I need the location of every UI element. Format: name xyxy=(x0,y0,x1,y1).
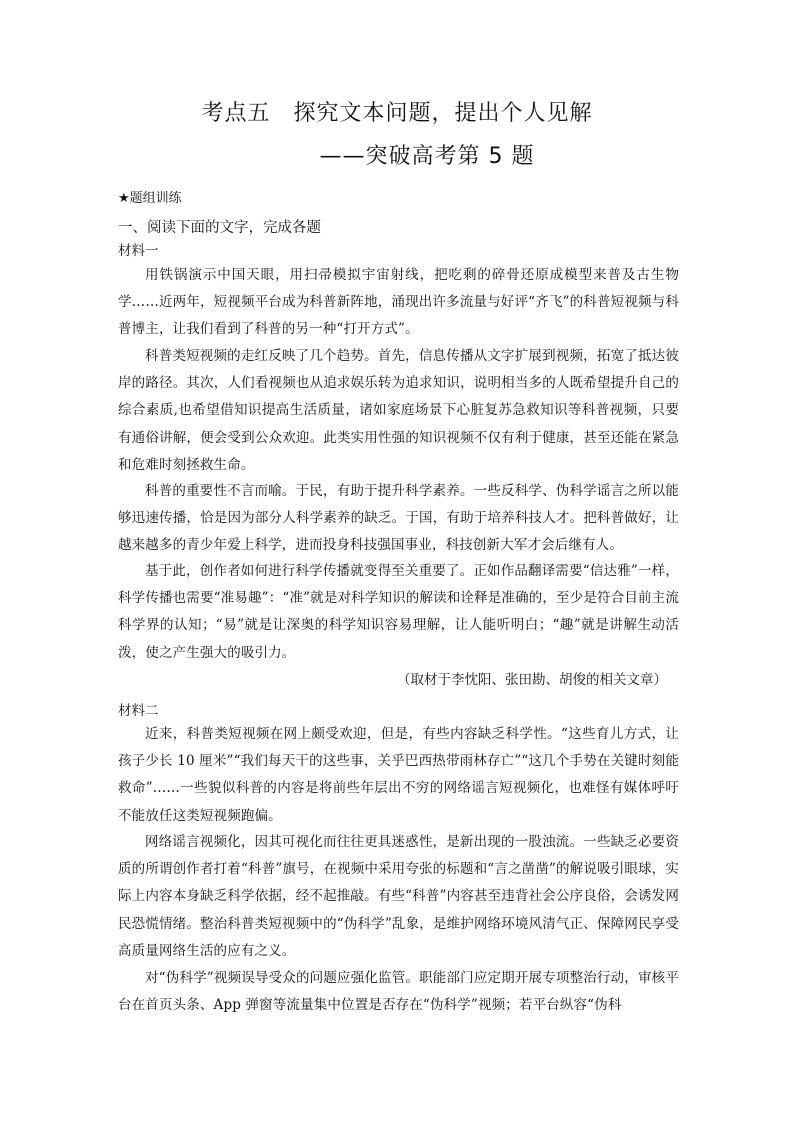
material-1-paragraph-3: 科普的重要性不言而喻。于民，有助于提升科学素养。一些反科学、伪科学谣言之所以能够迅速传播，恰是因为部分人科学素养的缺乏。于国，有助于培养科技人才。把科普做好，让越来越多的青少年爱上科学，进而投身科技强国事业，科技创新大军才会后继有人。 xyxy=(118,483,679,554)
section-heading: 一、阅读下面的文字，完成各题 xyxy=(118,220,321,236)
page-subtitle: ——突破高考第 5 题 xyxy=(319,144,535,169)
material-1-label: 材料一 xyxy=(118,243,159,259)
material-1-paragraph-1: 用铁锅演示中国天眼，用扫帚模拟宇宙射线，把吃剩的碎骨还原成模型来普及古生物学……近两年，短视频平台成为科普新阵地，涌现出许多流量与好评“齐飞”的科普短视频与科普博主，让我们看到了科普的另一种“打开方式”。 xyxy=(118,267,679,338)
material-2-paragraph-2: 网络谣言视频化，因其可视化而往往更具迷惑性，是新出现的一股浊流。一些缺乏必要资质的所谓创作者打着“科普”旗号，在视频中采用夸张的标题和“言之凿凿”的解说吸引眼球，实际上内容本身缺乏科学依据，经不起推敲。有些“科普”内容甚至违背社会公序良俗，会诱发网民恐慌情绪。整治科普类短视频中的“伪科学”乱象，是维护网络环境风清气正、保障网民享受高质量网络生活的应有之义。 xyxy=(118,834,679,959)
material-1-source: （取材于李忱阳、张田勘、胡俊的相关文章） xyxy=(397,672,667,688)
exercise-tag: ★题组训练 xyxy=(118,191,182,206)
page-title: 考点五 探究文本问题，提出个人见解 xyxy=(201,101,593,126)
material-2-paragraph-1: 近来，科普类短视频在网上颇受欢迎，但是，有些内容缺乏科学性。“这些育儿方式，让孩子少长 10 厘米”“我们每天干的这些事，关乎巴西热带雨林存亡”“这几个手势在关键时刻能救命”……一些貌似科普的内容是将前些年层出不穷的网络谣言短视频化，也难怪有媒体呼吁不能放任这类短视频跑偏。 xyxy=(118,726,679,824)
material-2-label: 材料二 xyxy=(118,703,159,719)
material-2-paragraph-3: 对“伪科学”视频误导受众的问题应强化监管。职能部门应定期开展专项整治行动，审核平台在首页头条、App 弹窗等流量集中位置是否存在“伪科学”视频；若平台纵容“伪科 xyxy=(118,970,679,1014)
material-1-paragraph-4: 基于此，创作者如何进行科学传播就变得至关重要了。正如作品翻译需要“信达雅”一样，科学传播也需要“准易趣”：“准”就是对科学知识的解读和诠释是准确的，至少是符合目前主流科学界的认知；“易”就是让深奥的科学知识容易理解，让人能听明白；“趣”就是讲解生动活泼，使之产生强大的吸引力。 xyxy=(118,563,679,661)
material-1-paragraph-2: 科普类短视频的走红反映了几个趋势。首先，信息传播从文字扩展到视频，拓宽了抵达彼岸的路径。其次，人们看视频也从追求娱乐转为追求知识，说明相当多的人既希望提升自己的综合素质,也希望借知识提高生活质量，诸如家庭场景下心脏复苏急救知识等科普视频，只要有通俗讲解，便会受到公众欢迎。此类实用性强的知识视频不仅有利于健康，甚至还能在紧急和危难时刻拯救生命。 xyxy=(118,348,679,473)
